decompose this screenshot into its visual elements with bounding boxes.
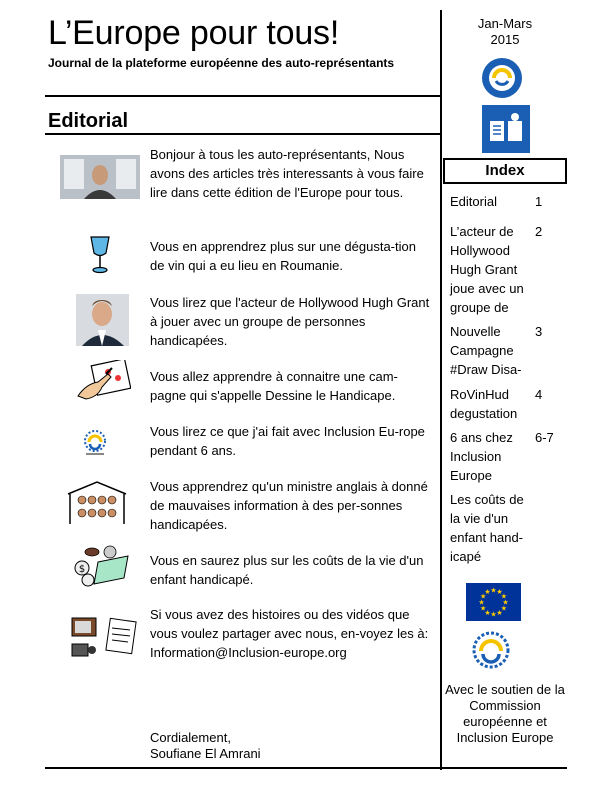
eu-star-icon: ★ — [496, 608, 503, 617]
eu-star-icon: ★ — [484, 588, 491, 597]
eu-star-icon: ★ — [479, 592, 487, 601]
index-item-label[interactable]: Editorial — [450, 194, 497, 209]
index-item-label[interactable]: Nouvelle Campagne #Draw Disa- — [450, 324, 522, 377]
eu-star-icon: ★ — [484, 608, 491, 617]
eu-star-icon: ★ — [490, 586, 497, 595]
eu-star-icon: ★ — [496, 588, 503, 597]
eu-star-icon: ★ — [500, 592, 508, 601]
index-title: Index — [443, 158, 567, 184]
eu-star-icon: ★ — [478, 598, 485, 607]
issue-date — [462, 16, 548, 48]
inclusion-europe-bottom-logo-icon — [466, 630, 516, 674]
page-title: L’Europe pour tous! — [48, 14, 340, 52]
support-text: Avec le soutien de la Commission européenne et Inclusion Europe — [445, 682, 565, 745]
index-item-page: 1 — [535, 194, 543, 209]
section-title: Editorial — [48, 110, 129, 132]
eu-star-icon: ★ — [479, 604, 487, 613]
editorial-paragraph-1: Bonjour à tous les auto-représentants, Nous avons des articles très interessants à vous faire lire dans cette édition de l'Europe pour tous. — [150, 147, 424, 200]
hugh-grant-photo-icon — [76, 294, 129, 346]
person-photo-icon — [60, 155, 140, 199]
index-item-label[interactable]: 6 ans chez Inclusion Europe — [450, 430, 513, 483]
easy-to-read-logo-icon — [482, 105, 530, 153]
index-item-label[interactable]: L’acteur de Hollywood Hugh Grant joue avec un groupe de — [450, 224, 524, 315]
media-icons — [68, 612, 138, 662]
date-months: Jan-Mars — [477, 16, 533, 31]
editorial-paragraph-6: Vous apprendrez qu'un ministre anglais à donné de mauvaises information à des per-sonnes handicapées. — [150, 479, 428, 532]
closing — [150, 730, 261, 762]
eu-star-icon: ★ — [500, 604, 508, 613]
index-item-page: 2 — [535, 224, 543, 239]
index-item-label[interactable]: RoVinHud degustation — [450, 387, 518, 421]
parliament-people-icon — [66, 480, 128, 526]
editorial-paragraph-2: Vous en apprendrez plus sur une dégusta-tion de vin qui a eu lieu en Roumanie. — [150, 239, 416, 273]
section-rule — [45, 133, 441, 135]
money-child-icon — [72, 544, 132, 588]
eu-star-icon: ★ — [502, 598, 509, 607]
editorial-paragraph-5: Vous lirez ce que j'ai fait avec Inclusion Eu-rope pendant 6 ans. — [150, 424, 425, 458]
closing-salutation: Cordialement, — [150, 730, 231, 745]
closing-signature: Soufiane El Amrani — [150, 746, 261, 761]
index-item-page: 4 — [535, 387, 543, 402]
editorial-paragraph-7: Vous en saurez plus sur les coûts de la vie d'un enfant handicapé. — [150, 553, 424, 587]
editorial-paragraph-8: Si vous avez des histoires ou des vidéos que vous voulez partager avec nous, en-voyez les à: Information@Inclusion-europe.org — [150, 607, 429, 660]
editorial-paragraph-3: Vous lirez que l'acteur de Hollywood Hugh Grant à jouer avec un groupe de personnes handicapées. — [150, 295, 430, 348]
svg-text:$: $ — [78, 564, 86, 575]
index-item-page: 6-7 — [535, 430, 554, 445]
wine-glass-icon — [86, 235, 114, 275]
header-rule — [45, 95, 441, 97]
date-year: 2015 — [490, 32, 520, 47]
column-divider — [440, 10, 442, 770]
index-item-page: 3 — [535, 324, 543, 339]
index-item-label[interactable]: Les coûts de la vie d'un enfant hand-icapé — [450, 492, 524, 564]
bottom-rule — [45, 767, 567, 769]
inclusion-europe-logo-icon — [480, 56, 524, 100]
drawing-hand-icon — [76, 360, 131, 405]
inclusion-europe-small-logo-icon — [80, 428, 110, 458]
page-subtitle: Journal de la plateforme européenne des auto-représentants — [48, 56, 395, 70]
eu-flag-icon — [466, 583, 521, 621]
editorial-paragraph-4: Vous allez apprendre à connaitre une cam-pagne qui s'appelle Dessine le Handicape. — [150, 369, 398, 403]
eu-star-icon: ★ — [490, 610, 497, 619]
